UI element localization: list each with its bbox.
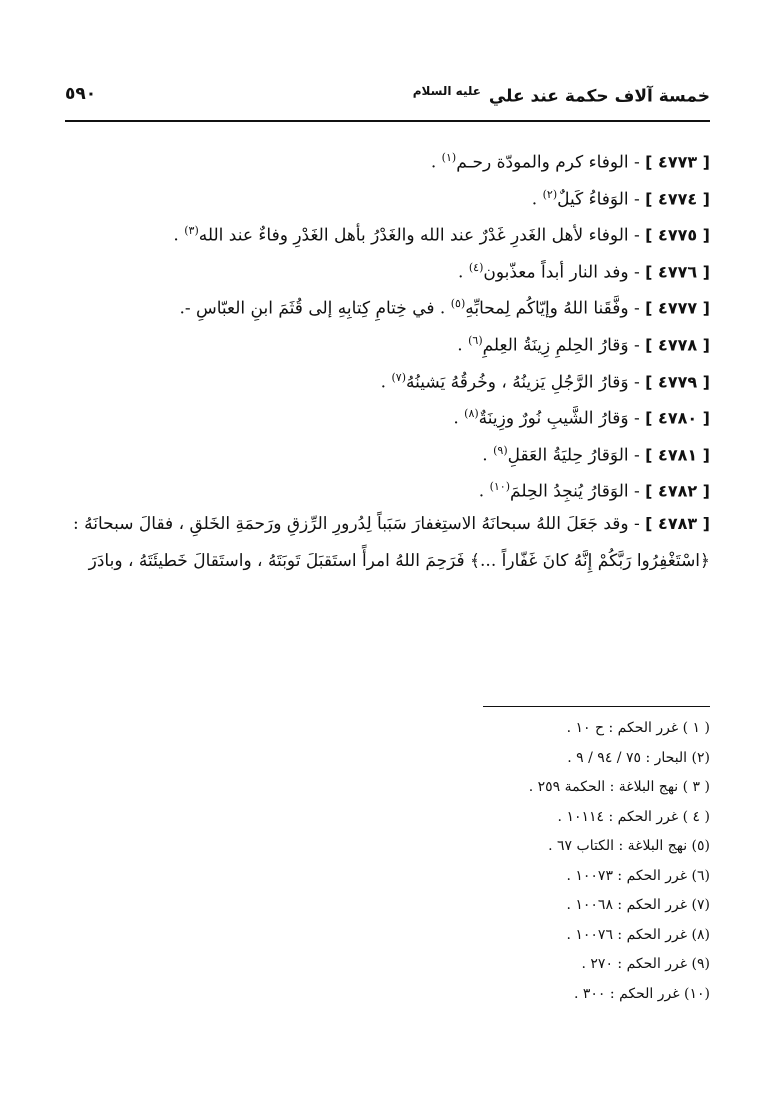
entry-end: . bbox=[453, 408, 465, 429]
entry-4781 bbox=[60, 433, 710, 470]
entry-number: [ ٤٧٨٠ ] bbox=[645, 408, 710, 428]
entry-4773 bbox=[60, 140, 710, 177]
entry-end: . bbox=[478, 482, 490, 502]
footnote-ref: (٣) bbox=[184, 224, 199, 238]
footnote-9: (٩) غرر الحكم : ٢٧٠ . bbox=[581, 956, 710, 972]
footnote-8: (٨) غرر الحكم : ١٠٠٧٦ . bbox=[566, 926, 710, 943]
footnote-ref: (٧) bbox=[391, 370, 406, 384]
entry-number: [ ٤٧٨٣ ] bbox=[645, 513, 710, 533]
footnote-10: (١٠) غرر الحكم : ٣٠٠ . bbox=[573, 985, 710, 1002]
entry-number: [ ٤٧٨١ ] bbox=[645, 445, 710, 465]
footnotes bbox=[300, 714, 710, 1009]
entry-number: [ ٤٧٨٢ ] bbox=[645, 482, 710, 501]
page-number: ٥٩٠ bbox=[65, 84, 97, 104]
entry-end: . bbox=[457, 335, 469, 356]
entry-number: [ ٤٧٧٥ ] bbox=[645, 225, 710, 245]
entry-4782 bbox=[60, 469, 710, 506]
entry-end: . bbox=[173, 225, 185, 246]
entry-number: [ ٤٧٧٩ ] bbox=[645, 372, 710, 392]
footnote-ref: (٤) bbox=[468, 260, 484, 274]
entry-text: - الوَقارُ يُنجِدُ الحِلمَ bbox=[510, 482, 646, 502]
page-header bbox=[65, 84, 710, 114]
footnote-ref: (٢) bbox=[542, 187, 558, 201]
entry-4780 bbox=[60, 396, 710, 433]
entry-4774 bbox=[60, 177, 710, 214]
entry-4783-continuation: ﴿اسْتَغْفِرُوا رَبَّكُمْ إِنَّهُ كانَ غَفّاراً ...﴾ فَرَحِمَ اللهُ امرأً استَقبَلَ تَوبَتَهُ ، واستَقالَ خَطيئَتَهُ ، وبادَرَ bbox=[88, 550, 710, 571]
entry-number: [ ٤٧٧٣ ] bbox=[645, 152, 710, 172]
entry-text: - وَقارُ الشَّيبِ نُورٌ وزِينَةٌ bbox=[478, 408, 646, 429]
header-divider bbox=[65, 120, 710, 122]
entry-4776 bbox=[60, 250, 710, 287]
entry-text: - وقد جَعَلَ اللهُ سبحانَهُ الاستِغفارَ سَبَباً لِدُرورِ الرِّزقِ ورَحمَةِ الخَلقِ ، فقالَ سبحانَهُ : bbox=[73, 513, 646, 534]
footnote-ref: (٦) bbox=[468, 333, 483, 347]
footnote-divider bbox=[483, 706, 710, 707]
entry-text: - الوَقارُ حِليَةُ العَقلِ bbox=[507, 445, 646, 466]
entry-end: . bbox=[430, 152, 442, 173]
wisdom-entries bbox=[60, 140, 710, 579]
footnote-3: ( ٣ ) نهج البلاغة : الحكمة ٢٥٩ . bbox=[528, 779, 710, 795]
entry-text: - الوفاء لأهل الغَدرِ غَدْرٌ عند الله والغَدْرُ بأهل الغَدْرِ وفاءٌ عند الله bbox=[198, 225, 646, 246]
entry-4775 bbox=[60, 213, 710, 250]
entry-text: - وفد النار أبداً معذّبون bbox=[483, 262, 646, 283]
entry-4779 bbox=[60, 360, 710, 397]
footnote-4: ( ٤ ) غرر الحكم : ١٠١١٤ . bbox=[557, 808, 710, 825]
entry-4778 bbox=[60, 323, 710, 360]
book-title bbox=[413, 84, 710, 107]
footnote-6: (٦) غرر الحكم : ١٠٠٧٣ . bbox=[566, 867, 710, 884]
entry-end: . bbox=[380, 372, 392, 393]
entry-end: . bbox=[482, 445, 494, 466]
footnote-ref: (١٠) bbox=[489, 480, 511, 494]
entry-4783 bbox=[60, 506, 710, 543]
entry-text: - الوَفاءُ كَيلٌ bbox=[557, 189, 646, 210]
entry-4777 bbox=[60, 286, 710, 323]
footnote-5: (٥) نهج البلاغة : الكتاب ٦٧ . bbox=[548, 838, 710, 854]
honorific-mark: عليه السلام bbox=[412, 84, 481, 98]
entry-number: [ ٤٧٧٦ ] bbox=[645, 262, 710, 282]
footnote-1: ( ١ ) غرر الحكم : ح ١٠ . bbox=[566, 720, 710, 736]
footnote-ref: (٥) bbox=[450, 297, 466, 311]
entry-text: - وَقارُ الحِلمِ زِينَةُ العِلمِ bbox=[482, 335, 646, 356]
entry-text: - وفَّقَنا اللهُ وإيّاكُم لِمحابِّهِ bbox=[465, 299, 646, 320]
footnote-7: (٧) غرر الحكم : ١٠٠٦٨ . bbox=[566, 897, 710, 913]
footnote-ref: (٨) bbox=[464, 407, 479, 421]
entry-text: - الوفاء كرم والمودّة رحـم bbox=[456, 152, 646, 173]
entry-number: [ ٤٧٧٧ ] bbox=[645, 299, 710, 319]
entry-text: - وَقارُ الرَّجُلِ يَزينُهُ ، وخُرقُهُ يَشينُهُ bbox=[406, 372, 646, 393]
entry-number: [ ٤٧٧٤ ] bbox=[645, 189, 710, 209]
entry-end: . bbox=[458, 262, 469, 283]
entry-end: . في خِتامِ كِتابِهِ إلى قُثَمَ ابنِ العبّاسِ -. bbox=[179, 299, 451, 320]
book-title-text: خمسة آلاف حكمة عند علي bbox=[488, 86, 710, 107]
footnote-ref: (١) bbox=[441, 151, 457, 164]
entry-number: [ ٤٧٧٨ ] bbox=[645, 335, 710, 355]
entry-end: . bbox=[531, 189, 543, 210]
footnote-2: (٢) البحار : ٧٥ / ٩٤ / ٩ . bbox=[567, 749, 710, 766]
footnote-ref: (٩) bbox=[493, 443, 508, 457]
